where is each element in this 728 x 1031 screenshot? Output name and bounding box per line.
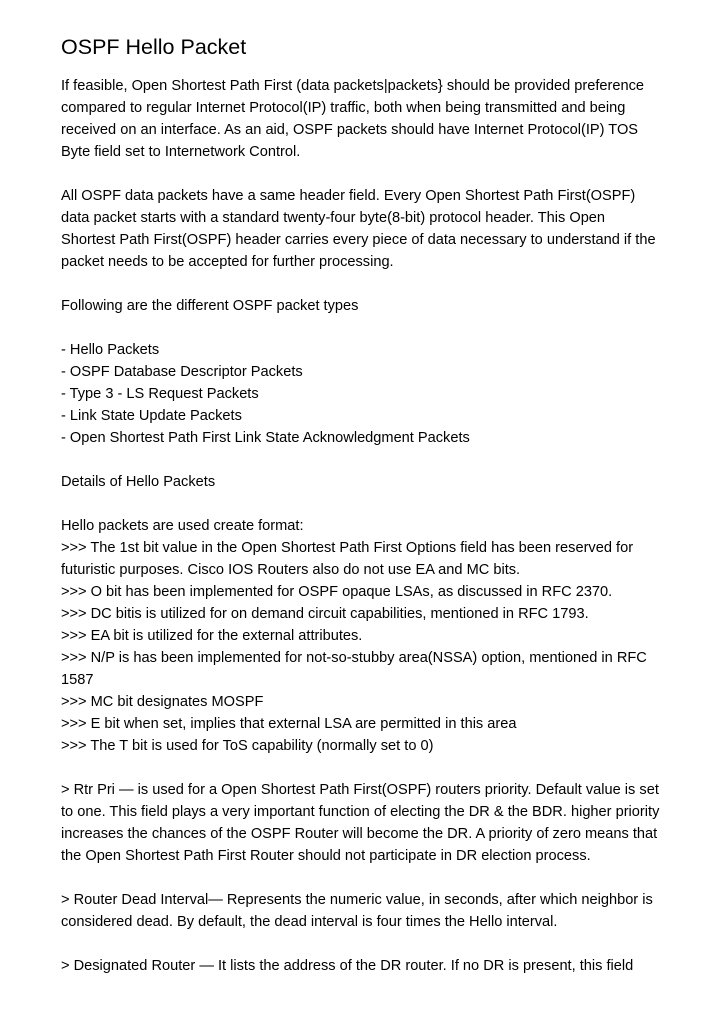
text-line: > Rtr Pri — is used for a Open Shortest Path First(OSPF) routers priority. Default value is set	[61, 782, 659, 798]
text-line: considered dead. By default, the dead interval is four times the Hello interval.	[61, 914, 558, 930]
paragraph	[61, 889, 671, 933]
text-line: - OSPF Database Descriptor Packets	[61, 364, 303, 380]
paragraph	[61, 295, 671, 317]
text-line: >>> MC bit designates MOSPF	[61, 694, 264, 710]
paragraph	[61, 185, 671, 273]
document-page	[61, 33, 671, 999]
paragraph	[61, 779, 671, 867]
paragraph	[61, 339, 671, 449]
text-line: Details of Hello Packets	[61, 474, 216, 490]
text-line: >>> N/P is has been implemented for not-so-stubby area(NSSA) option, mentioned in RFC	[61, 650, 647, 666]
text-line: Byte field set to Internetwork Control.	[61, 144, 301, 160]
text-line: If feasible, Open Shortest Path First (data packets|packets} should be provided preference	[61, 78, 645, 94]
text-line: 1587	[61, 672, 94, 688]
text-line: All OSPF data packets have a same header field. Every Open Shortest Path First(OSPF)	[61, 188, 636, 204]
text-line: Following are the different OSPF packet types	[61, 298, 359, 314]
text-line: futuristic purposes. Cisco IOS Routers also do not use EA and MC bits.	[61, 562, 521, 578]
text-line: >>> DC bitis is utilized for on demand circuit capabilities, mentioned in RFC 1793.	[61, 606, 589, 622]
text-line: to one. This field plays a very important function of electing the DR & the BDR. higher priority	[61, 804, 660, 820]
text-line: - Type 3 - LS Request Packets	[61, 386, 259, 402]
text-line: >>> The 1st bit value in the Open Shortest Path First Options field has been reserved for	[61, 540, 634, 556]
text-line: > Router Dead Interval— Represents the numeric value, in seconds, after which neighbor is	[61, 892, 653, 908]
text-line: compared to regular Internet Protocol(IP) traffic, both when being transmitted and being	[61, 100, 626, 116]
text-line: packet needs to be accepted for further processing.	[61, 254, 394, 270]
text-line: >>> O bit has been implemented for OSPF opaque LSAs, as discussed in RFC 2370.	[61, 584, 613, 600]
text-line: Shortest Path First(OSPF) header carries every piece of data necessary to understand if the	[61, 232, 656, 248]
text-line: increases the chances of the OSPF Router will become the DR. A priority of zero means that	[61, 826, 658, 842]
text-line: - Open Shortest Path First Link State Acknowledgment Packets	[61, 430, 470, 446]
text-line: Hello packets are used create format:	[61, 518, 304, 534]
text-line: the Open Shortest Path First Router should not participate in DR election process.	[61, 848, 591, 864]
text-line: >>> The T bit is used for ToS capability (normally set to 0)	[61, 738, 434, 754]
text-line: > Designated Router — It lists the address of the DR router. If no DR is present, this field	[61, 958, 634, 974]
text-line: - Hello Packets	[61, 342, 160, 358]
paragraph	[61, 515, 671, 757]
paragraph	[61, 955, 671, 977]
page-title: OSPF Hello Packet	[61, 35, 247, 59]
text-line: >>> EA bit is utilized for the external attributes.	[61, 628, 363, 644]
paragraph	[61, 471, 671, 493]
paragraph	[61, 75, 671, 163]
document-body	[61, 75, 671, 977]
text-line: >>> E bit when set, implies that external LSA are permitted in this area	[61, 716, 517, 732]
text-line: - Link State Update Packets	[61, 408, 242, 424]
text-line: received on an interface. As an aid, OSPF packets should have Internet Protocol(IP) TOS	[61, 122, 639, 138]
text-line: data packet starts with a standard twenty-four byte(8-bit) protocol header. This Open	[61, 210, 606, 226]
